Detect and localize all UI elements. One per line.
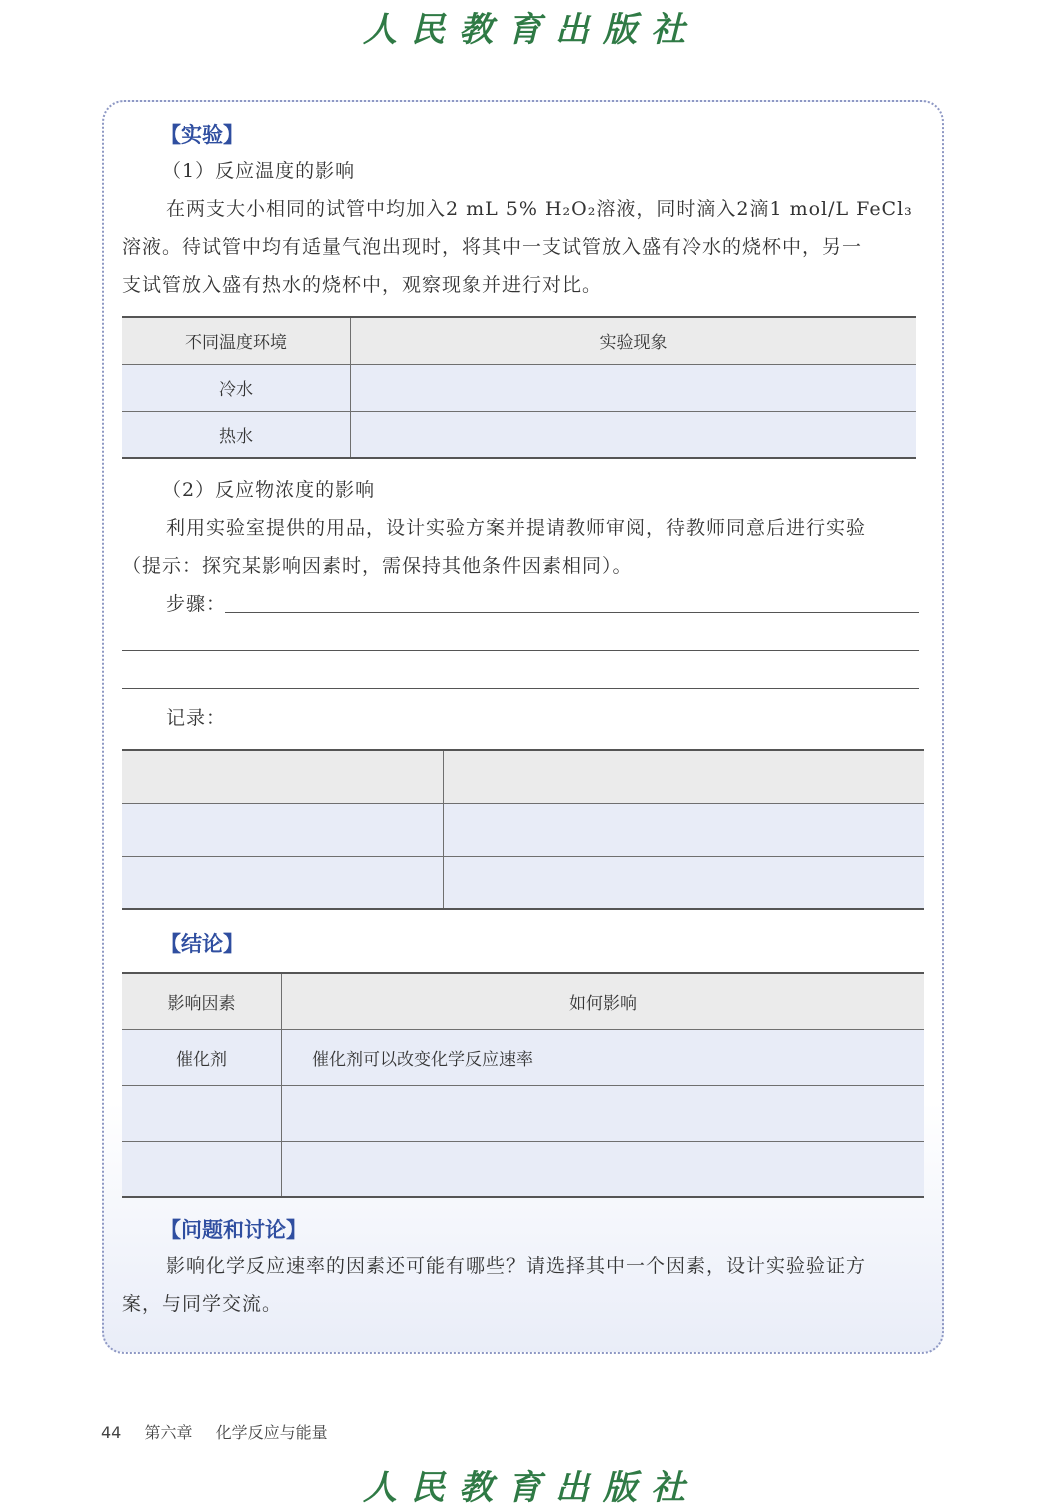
experiment-heading: 【实验】 — [160, 123, 244, 147]
table-cell: 热水 — [122, 411, 351, 458]
steps-line-1[interactable] — [225, 612, 919, 613]
table-cell — [351, 411, 917, 458]
table-header-row — [122, 973, 924, 1029]
table-cell — [351, 364, 917, 411]
table-row — [122, 1029, 924, 1085]
record-label — [122, 699, 924, 737]
table-header-cell: 不同温度环境 — [122, 317, 351, 364]
table-header-cell: 如何影响 — [282, 973, 925, 1029]
table-row — [122, 1141, 924, 1197]
part1-paragraph — [122, 190, 924, 304]
steps-line-2[interactable] — [122, 650, 919, 651]
part1-title — [122, 152, 924, 190]
part2-line-2: （提示：探究某影响因素时，需保持其他条件因素相同）。 — [122, 555, 633, 577]
table-cell[interactable] — [122, 750, 444, 803]
conclusion-heading: 【结论】 — [160, 932, 244, 956]
table-row — [122, 803, 924, 856]
table-row — [122, 364, 916, 411]
conclusion-table — [122, 972, 924, 1198]
part1-line-2: 溶液。待试管中均有适量气泡出现时，将其中一支试管放入盛有冷水的烧杯中，另一 — [122, 236, 863, 258]
table-cell[interactable] — [444, 803, 925, 856]
steps-label-text: 步骤： — [166, 593, 227, 615]
table-row — [122, 411, 916, 458]
part2-paragraph — [122, 509, 924, 585]
steps-line-3[interactable] — [122, 688, 919, 689]
table-cell[interactable] — [444, 750, 925, 803]
table-cell[interactable] — [444, 856, 925, 909]
discussion-line-1: 影响化学反应速率的因素还可能有哪些？请选择其中一个因素，设计实验验证方 — [166, 1255, 867, 1277]
part1-line-3: 支试管放入盛有热水的烧杯中，观察现象并进行对比。 — [122, 274, 603, 296]
part2-title — [122, 471, 924, 509]
part1-title-text: （1）反应温度的影响 — [162, 160, 356, 182]
chapter-number: 第六章 — [144, 1423, 193, 1442]
page-footer — [101, 1420, 346, 1443]
table-cell[interactable] — [122, 856, 444, 909]
table-cell[interactable] — [122, 1085, 282, 1141]
table-header-cell: 实验现象 — [351, 317, 917, 364]
discussion-line-2: 案，与同学交流。 — [122, 1293, 283, 1315]
table-cell: 催化剂可以改变化学反应速率 — [282, 1029, 925, 1085]
record-label-text: 记录： — [166, 707, 227, 729]
table-header-cell: 影响因素 — [122, 973, 282, 1029]
table-row — [122, 750, 924, 803]
table-row — [122, 856, 924, 909]
table-row — [122, 1085, 924, 1141]
publisher-logo-top: 人民教育出版社 — [363, 10, 699, 50]
part2-title-text: （2）反应物浓度的影响 — [162, 479, 376, 501]
record-table — [122, 749, 924, 910]
publisher-logo-bottom: 人民教育出版社 — [363, 1468, 699, 1508]
table-cell[interactable] — [122, 1141, 282, 1197]
table-header-row — [122, 317, 916, 364]
steps-label — [122, 585, 924, 623]
temperature-table — [122, 316, 916, 459]
table-cell: 催化剂 — [122, 1029, 282, 1085]
discussion-heading: 【问题和讨论】 — [160, 1218, 307, 1242]
page-number: 44 — [101, 1423, 122, 1442]
table-cell[interactable] — [122, 803, 444, 856]
table-cell[interactable] — [282, 1141, 925, 1197]
table-cell: 冷水 — [122, 364, 351, 411]
discussion-paragraph — [122, 1247, 924, 1323]
chapter-title: 化学反应与能量 — [215, 1423, 328, 1442]
part2-line-1: 利用实验室提供的用品，设计实验方案并提请教师审阅，待教师同意后进行实验 — [166, 517, 867, 539]
part1-line-1: 在两支大小相同的试管中均加入2 mL 5% H₂O₂溶液，同时滴入2滴1 mol/L FeCl₃ — [166, 198, 913, 220]
table-cell[interactable] — [282, 1085, 925, 1141]
